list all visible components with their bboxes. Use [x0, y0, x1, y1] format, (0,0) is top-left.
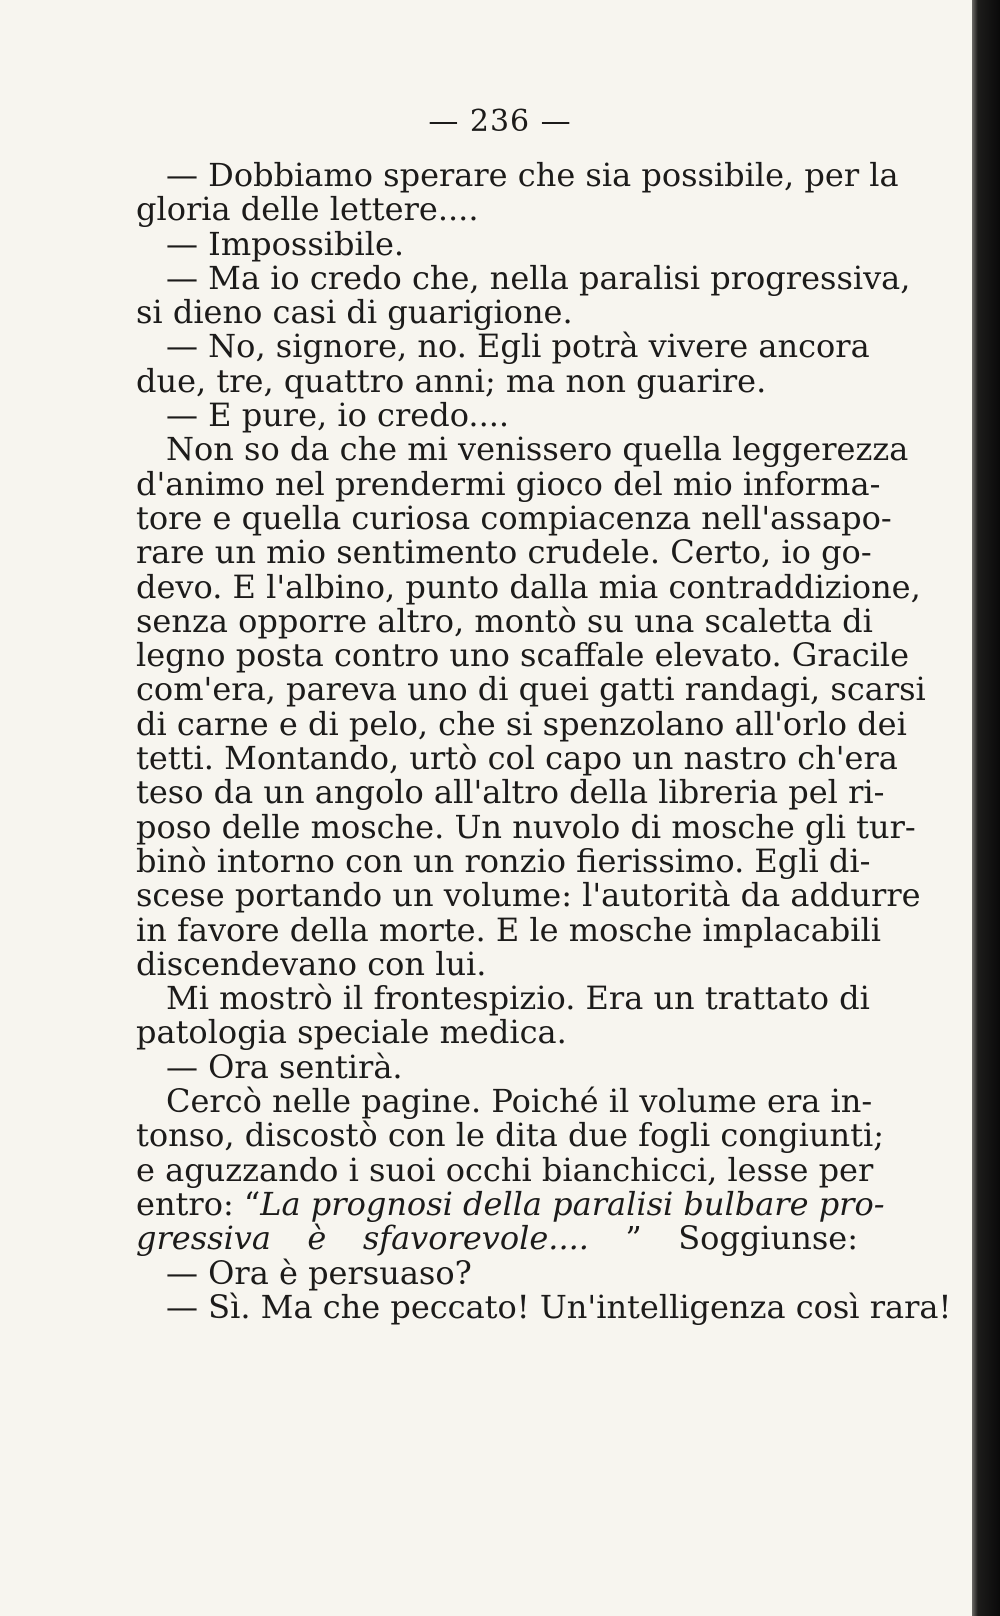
- page-number: — 236 —: [428, 104, 572, 139]
- text-line: due, tre, quattro anni; ma non guarire.: [136, 361, 767, 400]
- text-line: — No, signore, no. Egli potrà vivere ancora: [166, 327, 870, 366]
- text-line: teso da un angolo all'altro della libreria pel ri-: [136, 773, 885, 812]
- text-line: com'era, pareva uno di quei gatti randagi, scarsi: [136, 670, 926, 709]
- text-line: di carne e di pelo, che si spenzolano all'orlo dei: [136, 704, 907, 743]
- quote-prefix: entro: “: [136, 1184, 261, 1223]
- text-line: legno posta contro uno scaffale elevato. Gracile: [136, 636, 910, 675]
- text-line: [136, 1219, 858, 1258]
- text-line: Cercò nelle pagine. Poiché il volume era in-: [166, 1082, 873, 1121]
- text-line: — E pure, io credo....: [166, 396, 510, 435]
- text-line: si dieno casi di guarigione.: [136, 293, 573, 332]
- text-line: poso delle mosche. Un nuvolo di mosche gli tur-: [136, 807, 916, 846]
- quoted-text: gressiva è sfavorevole....: [136, 1219, 589, 1258]
- text-line: — Sì. Ma che peccato! Un'intelligenza così rara!: [166, 1287, 952, 1326]
- text-line: Mi mostrò il frontespizio. Era un trattato di: [166, 979, 870, 1018]
- text-line: gloria delle lettere....: [136, 190, 479, 229]
- text-line: — Dobbiamo sperare che sia possibile, per la: [166, 156, 899, 194]
- text-line: in favore della morte. E le mosche implacabili: [136, 910, 881, 949]
- body-text: [136, 156, 952, 1326]
- book-binding-edge: [972, 0, 1000, 1616]
- text-line: scese portando un volume: l'autorità da addurre: [136, 876, 921, 915]
- quote-suffix: ” Soggiunse:: [588, 1219, 858, 1258]
- text-line: — Impossibile.: [166, 224, 405, 263]
- text-line: d'animo nel prendermi gioco del mio informa-: [136, 464, 881, 503]
- text-line: e aguzzando i suoi occhi bianchicci, lesse per: [136, 1150, 874, 1189]
- text-line: tonso, discostò con le dita due fogli congiunti;: [136, 1116, 884, 1155]
- text-line: tetti. Montando, urtò col capo un nastro ch'era: [136, 739, 898, 778]
- text-line: — Ora è persuaso?: [166, 1253, 472, 1292]
- text-line: Non so da che mi venissero quella leggerezza: [166, 430, 909, 469]
- text-line: patologia speciale medica.: [136, 1013, 567, 1052]
- text-line: — Ora sentirà.: [166, 1047, 403, 1086]
- text-line: tore e quella curiosa compiacenza nell'assapo-: [136, 498, 892, 537]
- text-line: discendevano con lui.: [136, 944, 487, 983]
- text-line: binò intorno con un ronzio fierissimo. Egli di-: [136, 841, 871, 880]
- text-line: rare un mio sentimento crudele. Certo, io go-: [136, 533, 872, 572]
- text-line: devo. E l'albino, punto dalla mia contraddizione,: [136, 567, 921, 606]
- text-line: [136, 1184, 885, 1223]
- text-line: senza opporre altro, montò su una scaletta di: [136, 601, 873, 640]
- text-line: — Ma io credo che, nella paralisi progressiva,: [166, 258, 911, 297]
- quoted-text: La prognosi della paralisi bulbare pro-: [260, 1184, 885, 1223]
